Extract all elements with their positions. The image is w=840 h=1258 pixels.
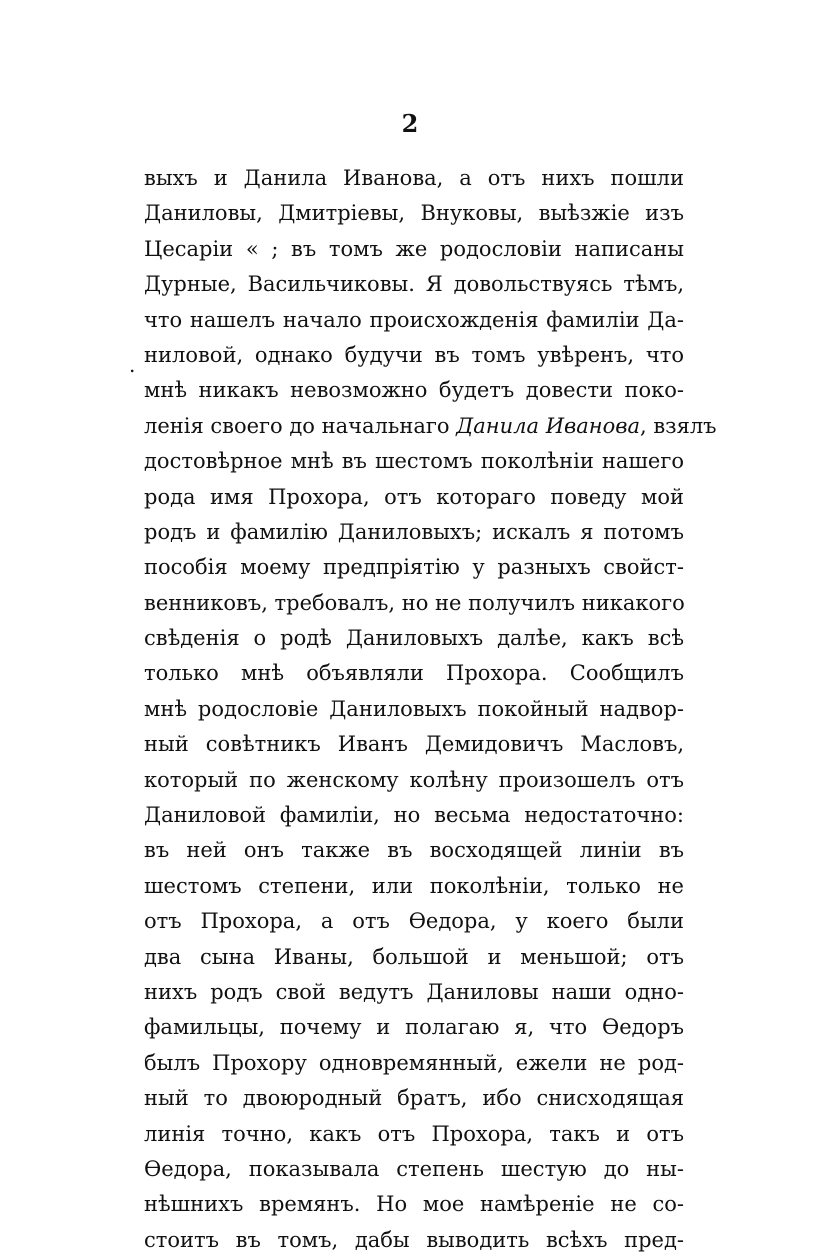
text-line: стоитъ въ томъ, дабы выводить всѣхъ пред- [144,1227,684,1252]
text-line: родъ и фамилію Даниловыхъ; искалъ я потомъ [144,519,684,544]
text-line: мнѣ никакъ невозможно будетъ довести поко- [144,378,684,403]
text-line: Дурные, Васильчиковы. Я довольствуясь тѣмъ, [144,272,684,297]
text-line: рода имя Прохора, отъ котораго поведу мой [144,484,684,509]
text-line: свѣденія о родѣ Даниловыхъ далѣе, какъ всѣ [144,626,684,651]
text-line: Цесаріи « ; въ томъ же родословіи написаны [144,236,684,261]
text-segment: ленія своего до начальнаго [144,413,450,438]
text-line: пособія моему предпріятію у разныхъ свойст- [144,555,684,580]
text-line: только мнѣ объявляли Прохора. Сообщилъ [144,661,684,686]
text-line: Даниловы, Дмитріевы, Внуковы, выѣзжіе изъ [144,201,684,226]
text-line: былъ Прохору одновремянный, ежели не род- [144,1050,684,1075]
page-number: 2 [401,109,419,138]
text-line: Даниловой фамиліи, но весьма недостаточно: [144,803,684,828]
text-line: выхъ и Данила Иванова, а отъ нихъ пошли [144,166,684,190]
text-line: ниловой, однако будучи въ томъ увѣренъ, что [144,342,684,367]
text-line: два сына Иваны, большой и меньшой; отъ [144,944,684,969]
text-line: что нашелъ начало происхожденія фамиліи Да- [144,307,684,332]
text-line: нѣшнихъ времянъ. Но мое намѣреніе не со- [144,1192,684,1217]
text-line: достовѣрное мнѣ въ шестомъ поколѣніи нашего [144,449,684,474]
text-line: въ ней онъ также въ восходящей линіи въ [144,838,684,863]
text-line: мнѣ родословіе Даниловыхъ покойный надвор- [144,696,684,721]
text-line: который по женскому колѣну произошелъ отъ [144,767,684,792]
text-line: нихъ родъ свой ведутъ Даниловы наши одно- [144,979,684,1004]
text-line: отъ Прохора, а отъ Ѳедора, у коего были [144,909,684,934]
text-segment: , взялъ [639,413,717,438]
text-line: Ѳедора, показывала степень шестую до ны- [144,1156,684,1181]
body-text [144,161,717,1258]
text-line: ный то двоюродный братъ, ибо снисходящая [144,1086,684,1111]
text-line: венниковъ, требовалъ, но не получилъ никакого [144,590,685,615]
margin-mark: . [129,353,136,377]
text-line: ный совѣтникъ Иванъ Демидовичъ Масловъ, [144,732,684,757]
text-line-with-italic [144,409,717,444]
italic-name: Данила Иванова [456,413,640,438]
text-line: линія точно, какъ отъ Прохора, такъ и отъ [144,1121,684,1146]
text-line: шестомъ степени, или поколѣніи, только не [144,873,684,898]
text-line: фамильцы, почему и полагаю я, что Ѳедоръ [144,1015,684,1040]
